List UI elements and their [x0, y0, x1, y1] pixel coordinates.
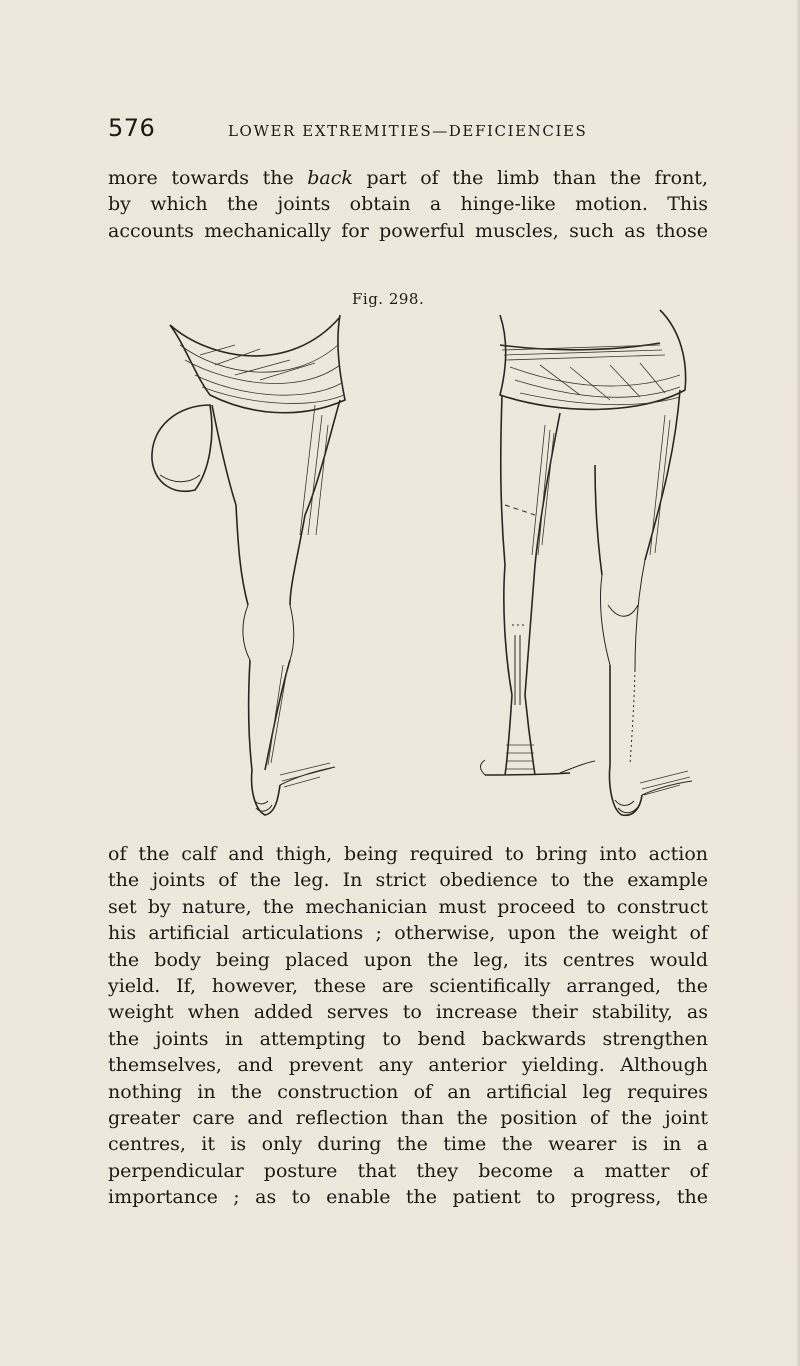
paragraph-line: accounts mechanically for powerful muscles, such as those [108, 219, 708, 242]
paragraph-line: centres, it is only during the time the wearer is in a [108, 1133, 708, 1156]
paragraph-line: themselves, and prevent any anterior yielding. Although [108, 1054, 708, 1077]
paragraph-line: weight when added serves to increase their stability, as [108, 1001, 708, 1024]
paragraph-line: the joints in attempting to bend backwards strengthen [108, 1027, 708, 1050]
page-edge [796, 0, 800, 1366]
paragraph-line: by which the joints obtain a hinge-like motion. This [108, 193, 708, 216]
paragraph-line: greater care and reflection than the position of the joint [108, 1107, 708, 1130]
paragraph-line: nothing in the construction of an artificial leg requires [108, 1080, 708, 1103]
left-leg-drawing [152, 315, 345, 815]
running-head-title: LOWER EXTREMITIES—DEFICIENCIES [228, 122, 588, 140]
figure-caption: Fig. 298. [352, 290, 425, 308]
paragraph-line: importance ; as to enable the patient to progress, the [108, 1186, 708, 1209]
figure-illustration [140, 305, 720, 830]
paragraph-line: set by nature, the mechanician must proceed to construct [108, 895, 708, 918]
line-text: part of the limb than the front, [352, 167, 708, 189]
paragraph-line: perpendicular posture that they become a matter of [108, 1159, 708, 1182]
paragraph-line: of the calf and thigh, being required to bring into action [108, 843, 708, 865]
running-head [108, 114, 708, 144]
paragraph-line: yield. If, however, these are scientifically arranged, the [108, 975, 708, 998]
artificial-leg-illustration [140, 305, 720, 830]
right-legs-drawing [480, 310, 692, 815]
paragraph-line [108, 165, 708, 191]
emphasis-word: back [307, 167, 353, 189]
page-number: 576 [108, 114, 156, 142]
paragraph-line: the body being placed upon the leg, its centres would [108, 948, 708, 971]
paragraph-line: the joints of the leg. In strict obedience to the example [108, 869, 708, 892]
paragraph-top [108, 165, 708, 244]
line-text: more towards the [108, 167, 308, 189]
paragraph-line: his artificial articulations ; otherwise, upon the weight of [108, 922, 708, 945]
paragraph-bottom [108, 841, 708, 1211]
